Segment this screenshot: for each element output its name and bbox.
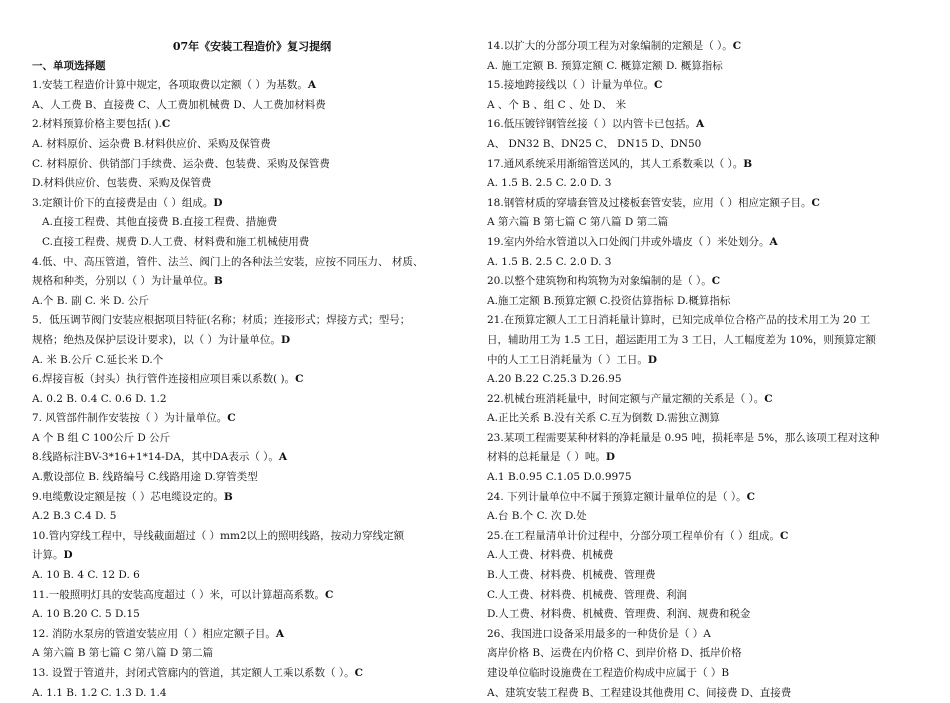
left-column	[32, 37, 472, 703]
line-text: 25.在工程量清单计价过程中，分部分项工程单价有（ ）组成。	[487, 529, 781, 542]
text-line	[32, 253, 472, 273]
answer-key: C	[780, 529, 789, 542]
line-text: 材料的总耗量是（ ）吨。	[487, 451, 606, 464]
line-text: A、人工费 B、直接费 C、人工费加机械费 D、人工费加材料费	[32, 98, 326, 111]
line-text: 16.低压镀锌钢管丝接（ ）以内管卡已包括。	[487, 118, 697, 131]
line-text: 14.以扩大的分部分项工程为对象编制的定额是（ ）。	[487, 40, 733, 52]
line-text: A. 材料原价、运杂费 B.材料供应价、采购及保管费	[32, 137, 271, 150]
answer-key: C	[811, 196, 820, 209]
line-text: A 第六篇 B 第七篇 C 第八篇 D 第二篇	[32, 647, 214, 660]
line-text: A. 1.5 B. 2.5 C. 2.0 D. 3	[487, 255, 612, 268]
line-text: 规格；绝热及保护层设计要求)，以（ ）为计量单位。	[32, 333, 281, 346]
line-text: D.材料供应价、包装费、采购及保管费	[32, 177, 212, 190]
line-text: A.2 B.3 C.4 D. 5	[32, 510, 117, 523]
text-line	[32, 233, 472, 253]
line-text: D.人工费、材料费、机械费、管理费、利润、规费和税金	[487, 608, 751, 621]
line-text: C. 材料原价、供销部门手续费、运杂费、包装费、采购及保管费	[32, 157, 330, 170]
line-text: 3.定额计价下的直接费是由（ ）组成。	[32, 196, 214, 209]
line-text: 10.管内穿线工程中，导线截面超过（ ）mm2以上的照明线路，按动力穿线定额	[32, 529, 405, 542]
text-line	[32, 155, 472, 175]
line-text: A 个 B 组 C 100公斤 D 公斤	[32, 431, 171, 444]
text-line	[32, 429, 472, 449]
line-text: C.直接工程费、规费 D.人工费、材料费和施工机械使用费	[42, 235, 310, 248]
section-heading	[32, 57, 472, 77]
answer-key: B	[213, 275, 223, 288]
text-line	[487, 213, 919, 233]
text-line	[487, 664, 919, 684]
line-text: 19.室内外给水管道以入口处阀门井或外墙皮（ ）米处划分。	[487, 235, 770, 248]
text-line	[487, 527, 919, 547]
line-text: A.1 B.0.95 C.1.05 D.0.9975	[487, 471, 632, 484]
text-line	[32, 390, 472, 410]
line-text: A.人工费、材料费、机械费	[487, 549, 614, 562]
answer-key: C	[711, 275, 721, 288]
text-line	[32, 409, 472, 429]
answer-key: A	[769, 235, 778, 248]
text-line	[32, 311, 472, 331]
line-text: 4.低、中、高压管道，管件、法兰、阀门上的各种法兰安装，应按不同压力、 材质、	[32, 255, 424, 268]
text-line	[32, 448, 472, 468]
text-line	[487, 76, 919, 96]
text-line	[487, 370, 919, 390]
text-line	[487, 37, 919, 57]
line-text: 8.线路标注BV-3*16+1*14-DA，其中DA表示（ ）。	[32, 451, 279, 464]
line-text: 规格和种类，分别以（ ）为计量单位。	[32, 275, 214, 288]
line-text: A.个 B. 副 C. 米 D. 公斤	[32, 294, 149, 307]
answer-key: D	[280, 333, 291, 346]
line-text: 9.电缆敷设定额是按（ ）芯电缆设定的。	[32, 490, 224, 503]
text-line	[487, 174, 919, 194]
text-line	[487, 429, 919, 449]
answer-key: D	[605, 451, 615, 464]
answer-key: D	[647, 353, 657, 366]
answer-key: C	[161, 118, 171, 131]
text-line	[32, 135, 472, 155]
text-line	[487, 566, 919, 586]
text-line	[487, 390, 919, 410]
text-line	[487, 605, 919, 625]
line-text: 2.材料预算价格主要包括( ).	[32, 118, 162, 131]
answer-key: C	[654, 79, 663, 92]
line-text: 20.以整个建筑物和构筑物为对象编制的是（ ）。	[487, 275, 712, 288]
line-text: 24. 下列计量单位中不属于预算定额计量单位的是（ ）。	[487, 490, 747, 503]
text-line	[487, 57, 919, 77]
line-text: 21.在预算定额人工工日消耗量计算时，已知完成单位合格产品的技术用工为 20 工	[487, 314, 871, 327]
text-line	[32, 605, 472, 625]
answer-key: A	[307, 79, 317, 92]
answer-key: C	[354, 667, 363, 679]
answer-key: D	[213, 196, 223, 209]
text-line	[32, 96, 472, 116]
text-line	[32, 664, 472, 684]
line-text: A 第六篇 B 第七篇 C 第八篇 D 第二篇	[487, 216, 669, 229]
answer-key: A	[696, 118, 705, 131]
text-line	[32, 507, 472, 527]
answer-key: C	[227, 412, 236, 425]
line-text: A 、个 B 、组 C 、处 D、 米	[487, 98, 627, 111]
text-line	[487, 96, 919, 116]
text-line	[487, 115, 919, 135]
line-text: 中的人工工日消耗量为（ ）工日。	[487, 353, 648, 366]
line-text: 13. 设置于管道井，封闭式管廊内的管道，其定额人工乘以系数（ ）。	[32, 667, 355, 679]
text-line	[487, 507, 919, 527]
right-column	[487, 37, 919, 703]
text-line	[32, 625, 472, 645]
line-text: A.正比关系 B.没有关系 C.互为倒数 D.需独立测算	[487, 412, 720, 425]
text-line	[32, 684, 472, 703]
line-text: B.人工费、材料费、机械费、管理费	[487, 569, 656, 582]
text-line	[487, 331, 919, 351]
text-line	[487, 292, 919, 312]
text-line	[487, 448, 919, 468]
line-text: A.20 B.22 C.25.3 D.26.95	[487, 373, 622, 386]
text-line	[487, 546, 919, 566]
line-text: 一、单项选择题	[32, 59, 106, 72]
line-text: A.敷设部位 B. 线路编号 C.线路用途 D.穿管类型	[32, 471, 258, 484]
line-text: 1.安装工程造价计算中规定，各项取费以定额（ ）为基数。	[32, 79, 308, 92]
answer-key: D	[63, 549, 73, 562]
line-text: A. 1.1 B. 1.2 C. 1.3 D. 1.4	[32, 686, 167, 699]
text-line	[32, 194, 472, 214]
text-line	[487, 135, 919, 155]
line-text: 建设单位临时设施费在工程造价构成中应属于（ ）B	[487, 667, 730, 679]
line-text: A.直接工程费、其他直接费 B.直接工程费、措施费	[42, 216, 278, 229]
text-line	[32, 468, 472, 488]
line-text: C.人工费、材料费、机械费、管理费、利润	[487, 588, 687, 601]
line-text: 12. 消防水泵房的管道安装应用（ ）相应定额子目。	[32, 627, 276, 640]
answer-key: C	[295, 373, 304, 386]
line-text: 11.一般照明灯具的安装高度超过（ ）米，可以计算超高系数。	[32, 588, 326, 601]
line-text: A.施工定额 B.预算定额 C.投资估算指标 D.概算指标	[487, 294, 731, 307]
line-text: 17.通风系统采用渐缩管送风的，其人工系数乘以（ ）。	[487, 157, 744, 170]
answer-key: A	[278, 451, 288, 464]
answer-key: B	[743, 157, 753, 170]
line-text: A. 0.2 B. 0.4 C. 0.6 D. 1.2	[32, 392, 167, 405]
text-line	[487, 586, 919, 606]
text-line	[487, 468, 919, 488]
text-line	[32, 174, 472, 194]
text-line	[487, 351, 919, 371]
line-text: 26、我国进口设备采用最多的一种货价是（ ）A	[487, 627, 711, 640]
text-line	[32, 546, 472, 566]
line-text: 6.焊接盲板（封头）执行管件连接相应项目乘以系数( )。	[32, 373, 296, 386]
line-text: 计算。	[32, 549, 64, 562]
line-text: 22.机械台班消耗量中，时间定额与产量定额的关系是（ ）。	[487, 392, 765, 405]
text-line	[487, 253, 919, 273]
answer-key: B	[223, 490, 233, 503]
text-line	[32, 292, 472, 312]
text-line	[487, 684, 919, 703]
text-line	[32, 488, 472, 508]
text-line	[32, 272, 472, 292]
line-text: A. 施工定额 B. 预算定额 C. 概算定额 D. 概算指标	[487, 59, 723, 72]
text-line	[487, 644, 919, 664]
text-line	[487, 233, 919, 253]
line-text: A、 DN32 B、DN25 C、 DN15 D、DN50	[487, 137, 702, 150]
text-line	[32, 566, 472, 586]
text-line	[487, 488, 919, 508]
text-line	[487, 272, 919, 292]
line-text: 23.某项工程需要某种材料的净耗量是 0.95 吨，损耗率是 5%，那么该项工程对这种	[487, 431, 880, 444]
text-line	[32, 644, 472, 664]
text-line	[487, 625, 919, 645]
line-text: A.台 B.个 C. 次 D.处	[487, 510, 587, 523]
line-text: A. 10 B. 4 C. 12 D. 6	[32, 569, 140, 582]
text-line	[487, 155, 919, 175]
text-line	[32, 331, 472, 351]
text-line	[32, 76, 472, 96]
text-line	[487, 194, 919, 214]
text-line	[487, 311, 919, 331]
line-text: 7. 风管部件制作安装按（ ）为计量单位。	[32, 412, 228, 425]
line-text: A. 10 B.20 C. 5 D.15	[32, 608, 140, 621]
answer-key: C	[746, 490, 755, 503]
document-title: 07年《安装工程造价》复习提纲	[172, 40, 332, 53]
line-text: A. 米 B.公斤 C.延长米 D.个	[32, 353, 164, 366]
text-line	[32, 351, 472, 371]
text-line	[32, 527, 472, 547]
text-line	[32, 586, 472, 606]
line-text: 15.接地跨接线以（ ）计量为单位。	[487, 79, 655, 92]
text-line	[487, 409, 919, 429]
text-line	[32, 213, 472, 233]
text-line	[32, 115, 472, 135]
line-text: 离岸价格 B、运费在内价格 C、到岸价格 D、抵岸价格	[487, 647, 742, 660]
answer-key: A	[275, 627, 285, 640]
answer-key: C	[764, 392, 773, 405]
line-text: 18.钢管材质的穿墙套管及过楼板套管安装，应用（ ）相应定额子目。	[487, 196, 812, 209]
answer-key: C	[732, 40, 742, 52]
answer-key: C	[325, 588, 334, 601]
line-text: A、建筑安装工程费 B、工程建设其他费用 C、间接费 D、直接费	[487, 686, 792, 699]
text-line	[32, 370, 472, 390]
line-text: 5．低压调节阀门安装应根据项目特征(名称；材质；连接形式；焊接方式；型号；	[32, 314, 411, 327]
line-text: A. 1.5 B. 2.5 C. 2.0 D. 3	[487, 177, 612, 190]
line-text: 日，辅助用工为 1.5 工日，超运距用工为 3 工日，人工幅度差为 10%，则预算定额	[487, 333, 876, 346]
